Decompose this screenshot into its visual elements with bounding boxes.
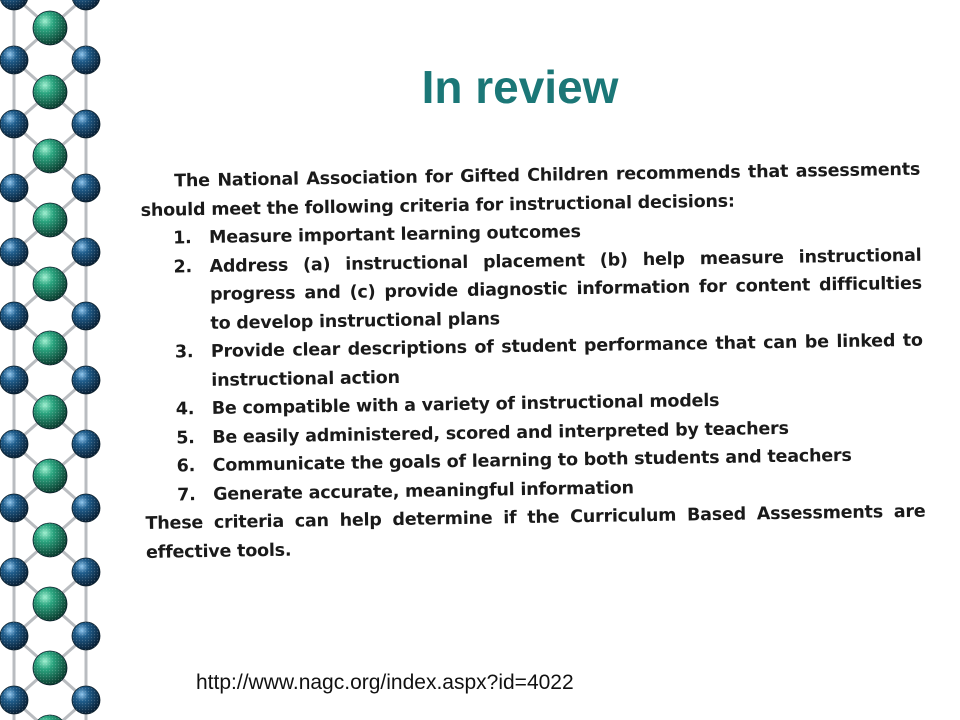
chain-bead-texture: [72, 366, 100, 394]
criteria-list: [141, 213, 925, 510]
chain-bead-texture: [0, 430, 28, 458]
document-intro: The National Association for Gifted Children recommends that assessments should meet the following criteria for instructional decisions:: [140, 159, 921, 221]
chain-bead-texture: [0, 238, 28, 266]
item-text: Be compatible with a variety of instructional models: [211, 390, 720, 419]
chain-bead-texture: [33, 203, 67, 237]
chain-bead-texture: [33, 267, 67, 301]
chain-bead-texture: [72, 174, 100, 202]
chain-bead-texture: [33, 139, 67, 173]
chain-bead-texture: [33, 11, 67, 45]
chain-bead-texture: [33, 459, 67, 493]
chain-bead-texture: [33, 651, 67, 685]
item-number: 5.: [176, 427, 195, 448]
chain-bead-texture: [0, 558, 28, 586]
chain-bead-texture: [0, 686, 28, 714]
chain-bead-texture: [72, 686, 100, 714]
item-number: 7.: [176, 484, 196, 505]
chain-bead-texture: [33, 523, 67, 557]
item-text: Generate accurate, meaningful information: [212, 477, 634, 505]
item-text: Address (a) instructional placement (b) help measure instructional progress and (c) provide diagnostic information for content difficulties to develop instructional plans: [209, 245, 923, 334]
chain-bead-texture: [0, 174, 28, 202]
source-url: http://www.nagc.org/index.aspx?id=4022: [196, 671, 574, 694]
slide-title: In review: [421, 61, 619, 113]
item-number: 3.: [174, 342, 194, 363]
chain-bead-texture: [33, 331, 67, 365]
item-text: Be easily administered, scored and interpreted by teachers: [212, 418, 789, 448]
chain-bead-texture: [72, 0, 100, 10]
list-item: [173, 241, 922, 338]
chain-bead-texture: [72, 238, 100, 266]
chain-bead-texture: [0, 366, 28, 394]
chain-bead-texture: [0, 302, 28, 330]
chain-bead-texture: [0, 622, 28, 650]
item-number: 2.: [173, 256, 193, 277]
chain-bead-texture: [72, 622, 100, 650]
chain-bead-texture: [0, 0, 28, 10]
document-conclusion: These criteria can help determine if the Curriculum Based Assessments are effective tools.: [145, 501, 926, 563]
item-number: 6.: [176, 456, 196, 477]
chain-bead-texture: [0, 110, 28, 138]
chain-bead-texture: [72, 110, 100, 138]
chain-bead-texture: [33, 715, 67, 720]
item-number: 1.: [172, 228, 192, 249]
chain-bead-texture: [72, 558, 100, 586]
item-number: 4.: [175, 399, 195, 420]
chain-bead-texture: [33, 395, 67, 429]
chain-bead-texture: [72, 494, 100, 522]
chain-bead-texture: [0, 494, 28, 522]
chain-bead-texture: [33, 587, 67, 621]
scanned-document: [140, 156, 926, 567]
item-text: Provide clear descriptions of student performance that can be linked to instructional action: [210, 330, 923, 391]
item-text: Communicate the goals of learning to both students and teachers: [212, 445, 852, 476]
chain-bead-texture: [72, 430, 100, 458]
item-text: Measure important learning outcomes: [208, 222, 581, 248]
chain-bead-texture: [72, 302, 100, 330]
